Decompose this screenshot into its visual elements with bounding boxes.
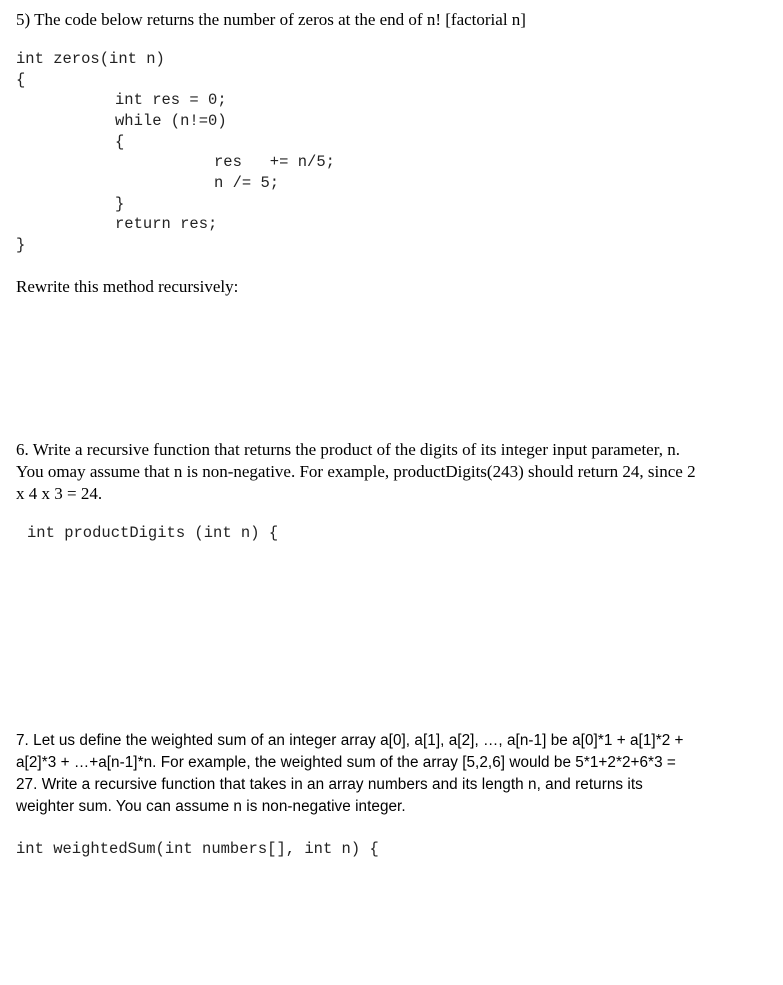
question-7-line-4: weighter sum. You can assume n is non-negative integer. [16,798,406,815]
code-line-res-init: int res = 0; [115,91,227,109]
question-5-prompt: Rewrite this method recursively: [16,277,239,296]
code-line-close-brace: } [16,236,26,254]
question-5-title: 5) The code below returns the number of zeros at the end of n! [factorial n] [16,10,526,29]
code-line-return: return res; [115,215,218,233]
code-line-signature: int zeros(int n) [16,50,165,68]
question-6-line-3: x 4 x 3 = 24. [16,484,103,503]
code-line-while-open-brace: { [115,133,125,151]
question-7-line-2: a[2]*3 + …+a[n-1]*n. For example, the weighted sum of the array [5,2,6] would be 5*1+2*2+6*3 = [16,754,676,771]
code-line-n-divide: n /= 5; [214,174,280,192]
question-7-line-3: 27. Write a recursive function that takes in an array numbers and its length n, and returns its [16,776,643,793]
question-6-line-2: You omay assume that n is non-negative. For example, productDigits(243) should return 24, since 2 [16,462,696,481]
code-line-open-brace: { [16,71,26,89]
code-line-res-add: res += n/5; [214,153,335,171]
question-6-signature: int productDigits (int n) { [27,524,279,542]
question-7-signature: int weightedSum(int numbers[], int n) { [16,840,379,858]
question-6-line-1: 6. Write a recursive function that returns the product of the digits of its integer input parameter, n. [16,440,680,459]
question-7-line-1: 7. Let us define the weighted sum of an integer array a[0], a[1], a[2], …, a[n-1] be a[0]*1 + a[1]*2 + [16,732,684,749]
code-line-while: while (n!=0) [115,112,227,130]
code-line-while-close-brace: } [115,195,125,213]
